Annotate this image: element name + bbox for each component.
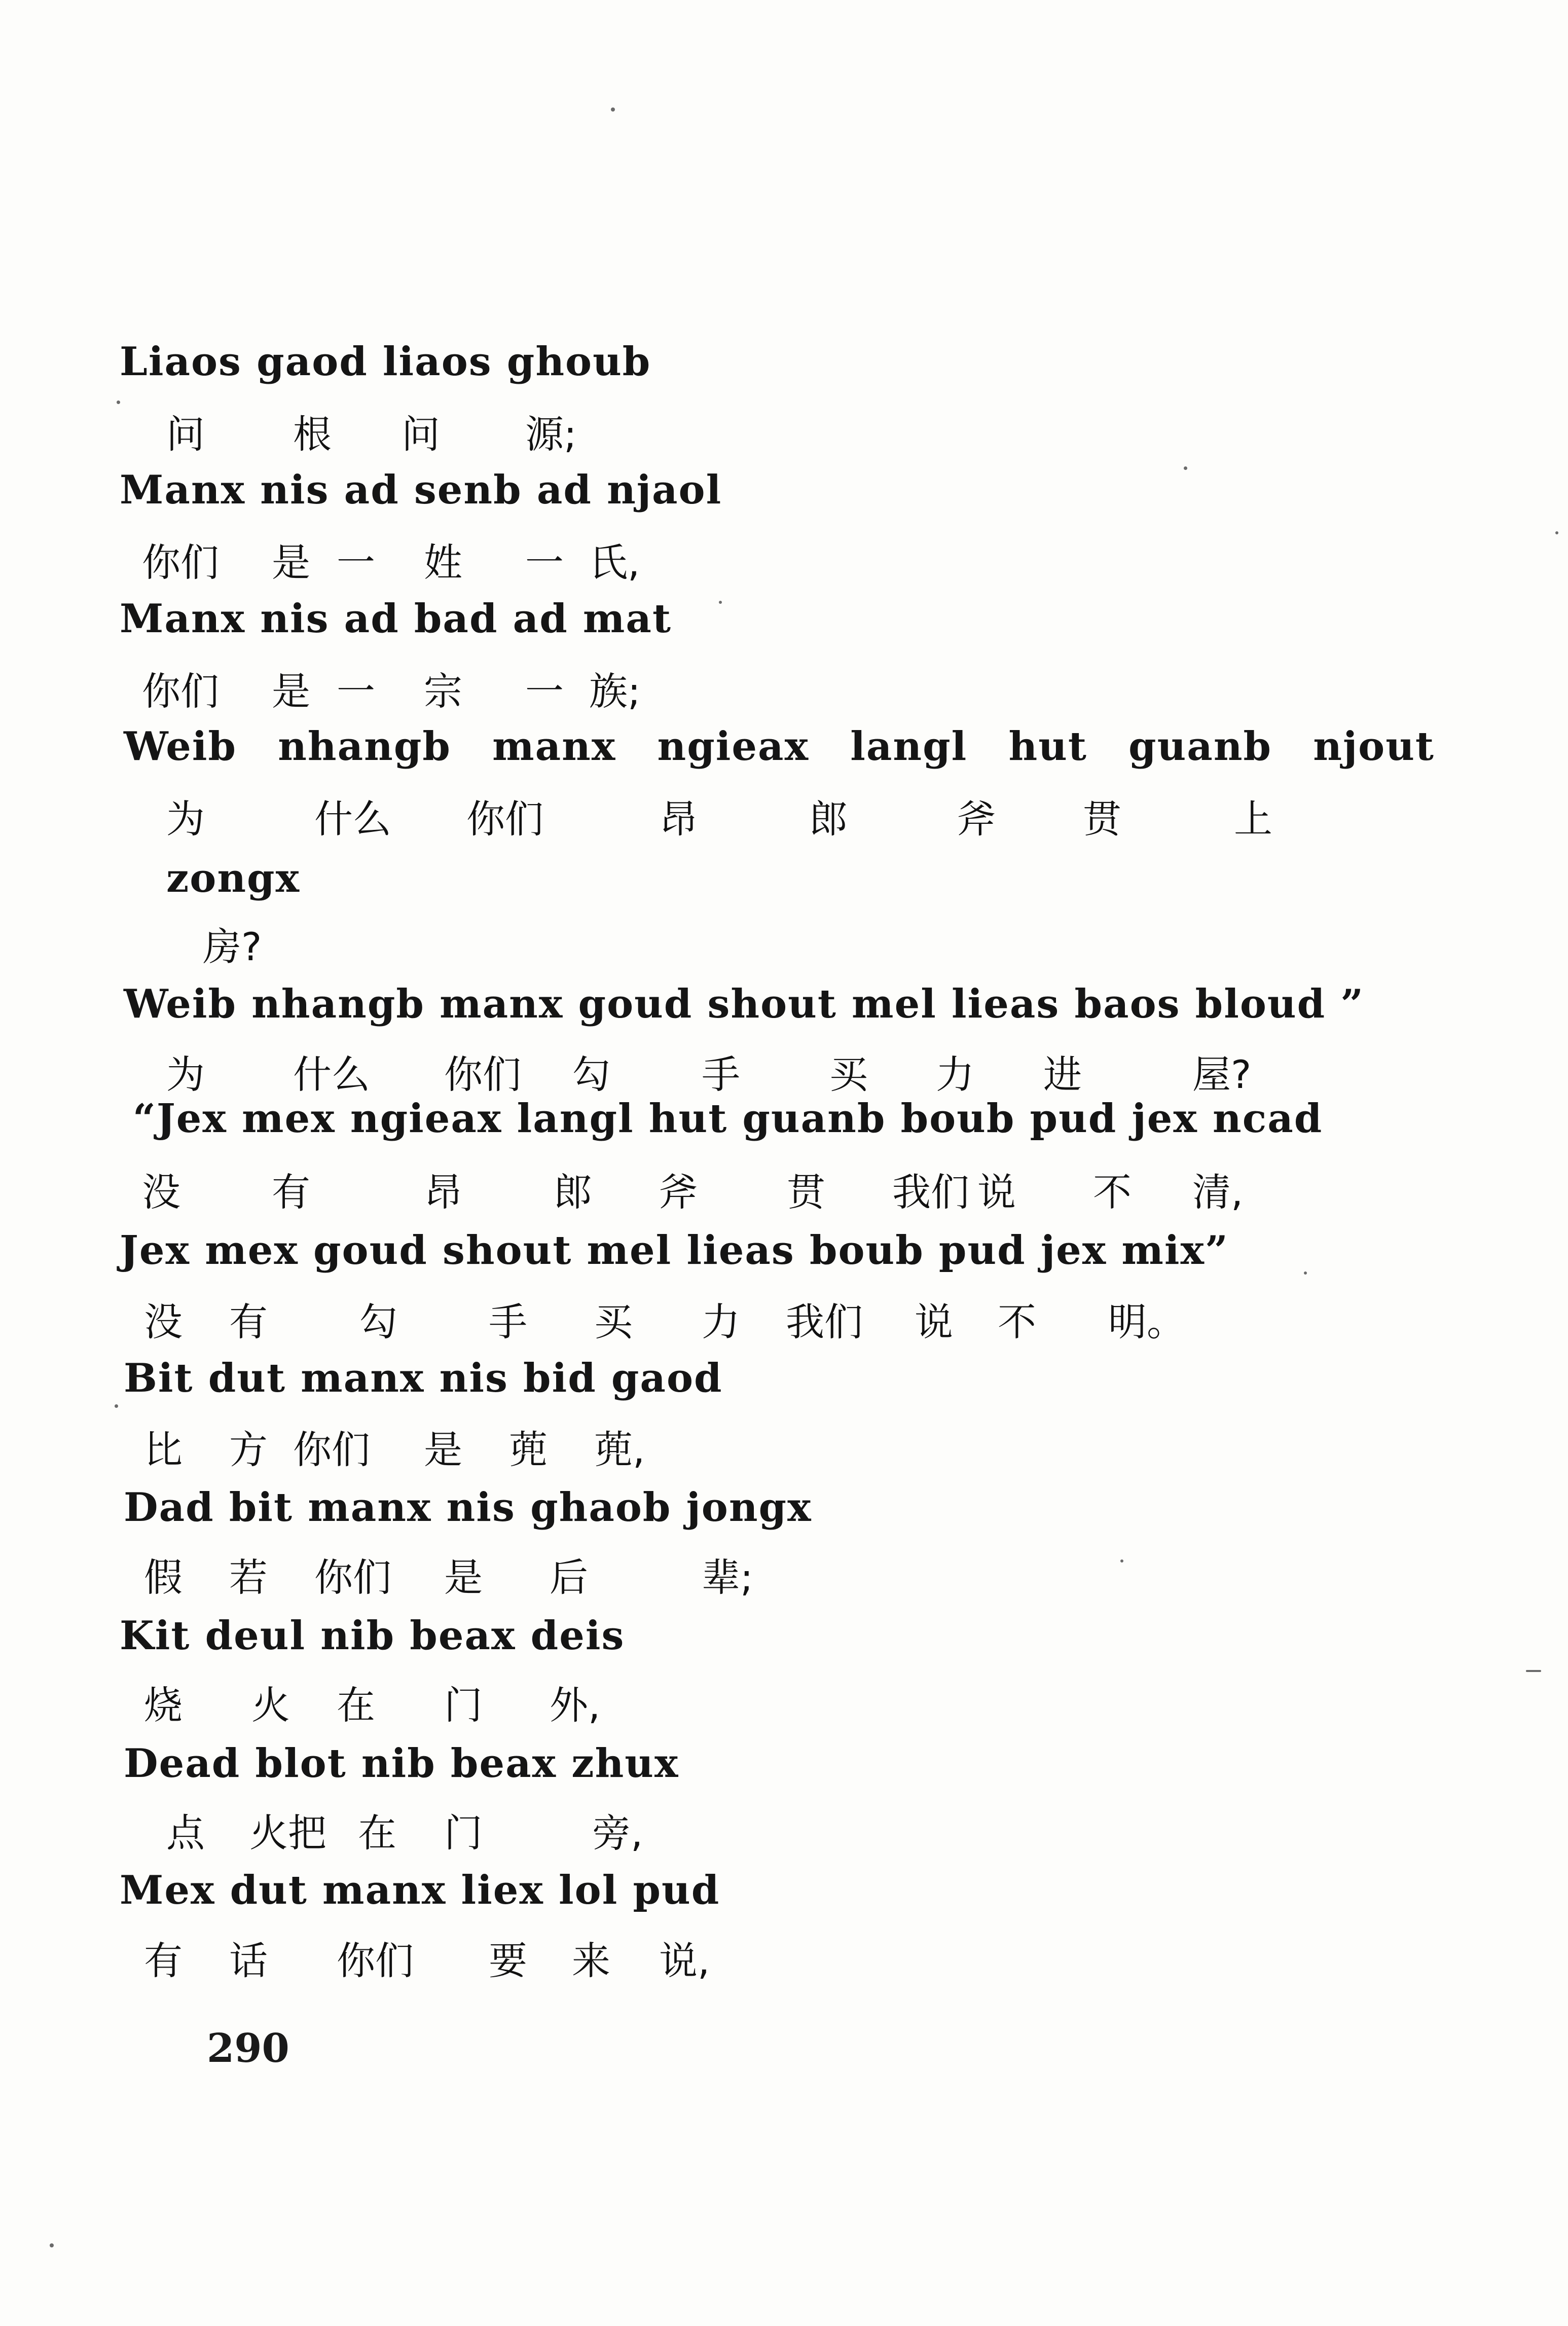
gloss-word: 源; <box>525 412 577 457</box>
gloss-word: 清, <box>1192 1170 1244 1215</box>
romanized-line: Manx nis ad senb ad njaol <box>120 467 722 513</box>
gloss-word: 什么 <box>293 1052 370 1097</box>
gloss-word: 火把 <box>249 1810 326 1856</box>
gloss-word: 点 <box>166 1810 205 1856</box>
gloss-line <box>0 1166 1568 1215</box>
gloss-word: 方 <box>229 1427 268 1472</box>
gloss-word: 宗 <box>424 669 462 714</box>
gloss-line <box>0 408 1568 457</box>
gloss-word: 一 <box>525 669 564 714</box>
gloss-word: 我们 <box>892 1170 969 1215</box>
gloss-word: 一 <box>337 540 375 585</box>
romanized-line: Mex dut manx liex lol pud <box>120 1867 720 1913</box>
gloss-word: 明。 <box>1108 1299 1185 1344</box>
gloss-word: 假 <box>144 1555 183 1600</box>
scan-speck <box>611 107 615 112</box>
gloss-word: 问 <box>166 412 205 457</box>
page-number: 290 <box>207 2025 289 2071</box>
gloss-word: 你们 <box>466 796 543 842</box>
gloss-word: 昂 <box>659 796 698 842</box>
romanized-line: Dad bit manx nis ghaob jongx <box>124 1484 812 1531</box>
gloss-word: 比 <box>144 1427 183 1472</box>
gloss-line <box>0 1807 1568 1856</box>
gloss-word: 蔸, <box>594 1427 645 1472</box>
gloss-word: 说 <box>977 1170 1016 1215</box>
gloss-word: 辈; <box>702 1555 753 1600</box>
gloss-word: 旁, <box>592 1810 643 1856</box>
gloss-line <box>0 1424 1568 1472</box>
gloss-word: 有 <box>229 1299 268 1344</box>
gloss-word: 你们 <box>444 1052 521 1097</box>
scan-speck <box>719 601 722 604</box>
gloss-word: 有 <box>272 1170 310 1215</box>
romanized-line: Weib nhangb manx goud shout mel lieas baos bloud ” <box>124 981 1365 1027</box>
gloss-word: 是 <box>444 1555 483 1600</box>
gloss-word: 勾 <box>572 1052 610 1097</box>
gloss-word: 若 <box>229 1555 268 1600</box>
gloss-line <box>0 1048 1568 1097</box>
gloss-word: 姓 <box>424 540 462 585</box>
gloss-word: 上 <box>1234 796 1272 842</box>
scan-speck <box>117 401 120 404</box>
romanized-line: Liaos gaod liaos ghoub <box>120 339 651 385</box>
gloss-word: 勾 <box>359 1299 397 1344</box>
gloss-word: 氏, <box>589 540 640 585</box>
gloss-word: 后 <box>550 1555 588 1600</box>
romanized-line: zongx <box>166 855 301 901</box>
gloss-line <box>0 1679 1568 1728</box>
gloss-word: 说 <box>915 1299 953 1344</box>
gloss-word: 什么 <box>314 796 391 842</box>
gloss-word: 蔸 <box>509 1427 548 1472</box>
gloss-word: 贯 <box>1083 796 1121 842</box>
gloss-word: 是 <box>272 669 310 714</box>
gloss-word: 你们 <box>142 540 219 585</box>
gloss-word: 我们 <box>786 1299 863 1344</box>
gloss-word: 买 <box>594 1299 633 1344</box>
gloss-word: 不 <box>1093 1170 1132 1215</box>
gloss-line <box>0 1935 1568 1983</box>
scan-speck <box>1526 1670 1541 1672</box>
gloss-word: 不 <box>998 1299 1036 1344</box>
romanized-line: Manx nis ad bad ad mat <box>120 596 672 642</box>
gloss-line <box>0 1296 1568 1344</box>
gloss-word: 没 <box>142 1170 180 1215</box>
gloss-word: 说, <box>659 1938 710 1983</box>
gloss-word: 一 <box>525 540 564 585</box>
gloss-word: 门 <box>444 1810 483 1856</box>
romanized-line: “Jex mex ngieax langl hut guanb boub pud jex ncad <box>133 1096 1323 1142</box>
gloss-word: 房? <box>203 924 262 969</box>
gloss-word: 手 <box>489 1299 527 1344</box>
gloss-word: 族; <box>589 669 641 714</box>
gloss-word: 力 <box>936 1052 974 1097</box>
gloss-line <box>0 921 1568 969</box>
gloss-word: 昂 <box>424 1170 462 1215</box>
gloss-line <box>0 1551 1568 1600</box>
gloss-word: 是 <box>272 540 310 585</box>
romanized-line: Weib nhangb manx ngieax langl hut guanb njout <box>124 723 1435 770</box>
gloss-word: 有 <box>144 1938 183 1983</box>
romanized-line: Bit dut manx nis bid gaod <box>124 1355 723 1401</box>
gloss-word: 没 <box>144 1299 183 1344</box>
gloss-word: 你们 <box>314 1555 391 1600</box>
gloss-line <box>0 536 1568 585</box>
gloss-word: 为 <box>166 796 205 842</box>
gloss-word: 是 <box>424 1427 462 1472</box>
gloss-line <box>0 665 1568 714</box>
gloss-word: 郎 <box>809 796 848 842</box>
gloss-word: 外, <box>550 1683 601 1728</box>
romanized-line: Kit deul nib beax deis <box>120 1613 625 1659</box>
scan-speck <box>1120 1559 1123 1562</box>
gloss-word: 来 <box>572 1938 610 1983</box>
gloss-word: 在 <box>358 1810 396 1856</box>
gloss-word: 手 <box>702 1052 740 1097</box>
gloss-word: 要 <box>489 1938 527 1983</box>
gloss-word: 你们 <box>142 669 219 714</box>
gloss-word: 你们 <box>337 1938 414 1983</box>
gloss-word: 斧 <box>957 796 996 842</box>
gloss-word: 贯 <box>787 1170 825 1215</box>
gloss-line <box>0 793 1568 842</box>
gloss-word: 为 <box>166 1052 205 1097</box>
gloss-word: 烧 <box>144 1683 183 1728</box>
gloss-word: 在 <box>337 1683 375 1728</box>
scan-speck <box>115 1404 118 1408</box>
gloss-word: 问 <box>402 412 440 457</box>
scan-speck <box>1304 1271 1307 1275</box>
gloss-word: 郎 <box>554 1170 592 1215</box>
gloss-word: 一 <box>337 669 375 714</box>
gloss-word: 话 <box>229 1938 268 1983</box>
scan-speck <box>50 2243 54 2247</box>
gloss-word: 屋? <box>1192 1052 1252 1097</box>
romanized-line: Dead blot nib beax zhux <box>124 1740 679 1787</box>
scan-speck <box>1555 531 1558 534</box>
gloss-word: 门 <box>444 1683 483 1728</box>
gloss-word: 根 <box>293 412 332 457</box>
gloss-word: 买 <box>829 1052 868 1097</box>
gloss-word: 力 <box>702 1299 740 1344</box>
gloss-word: 斧 <box>659 1170 698 1215</box>
gloss-word: 你们 <box>293 1427 370 1472</box>
gloss-word: 进 <box>1043 1052 1082 1097</box>
gloss-word: 火 <box>251 1683 290 1728</box>
romanized-line: Jex mex goud shout mel lieas boub pud jex mix” <box>120 1227 1229 1274</box>
scan-speck <box>1184 466 1187 470</box>
